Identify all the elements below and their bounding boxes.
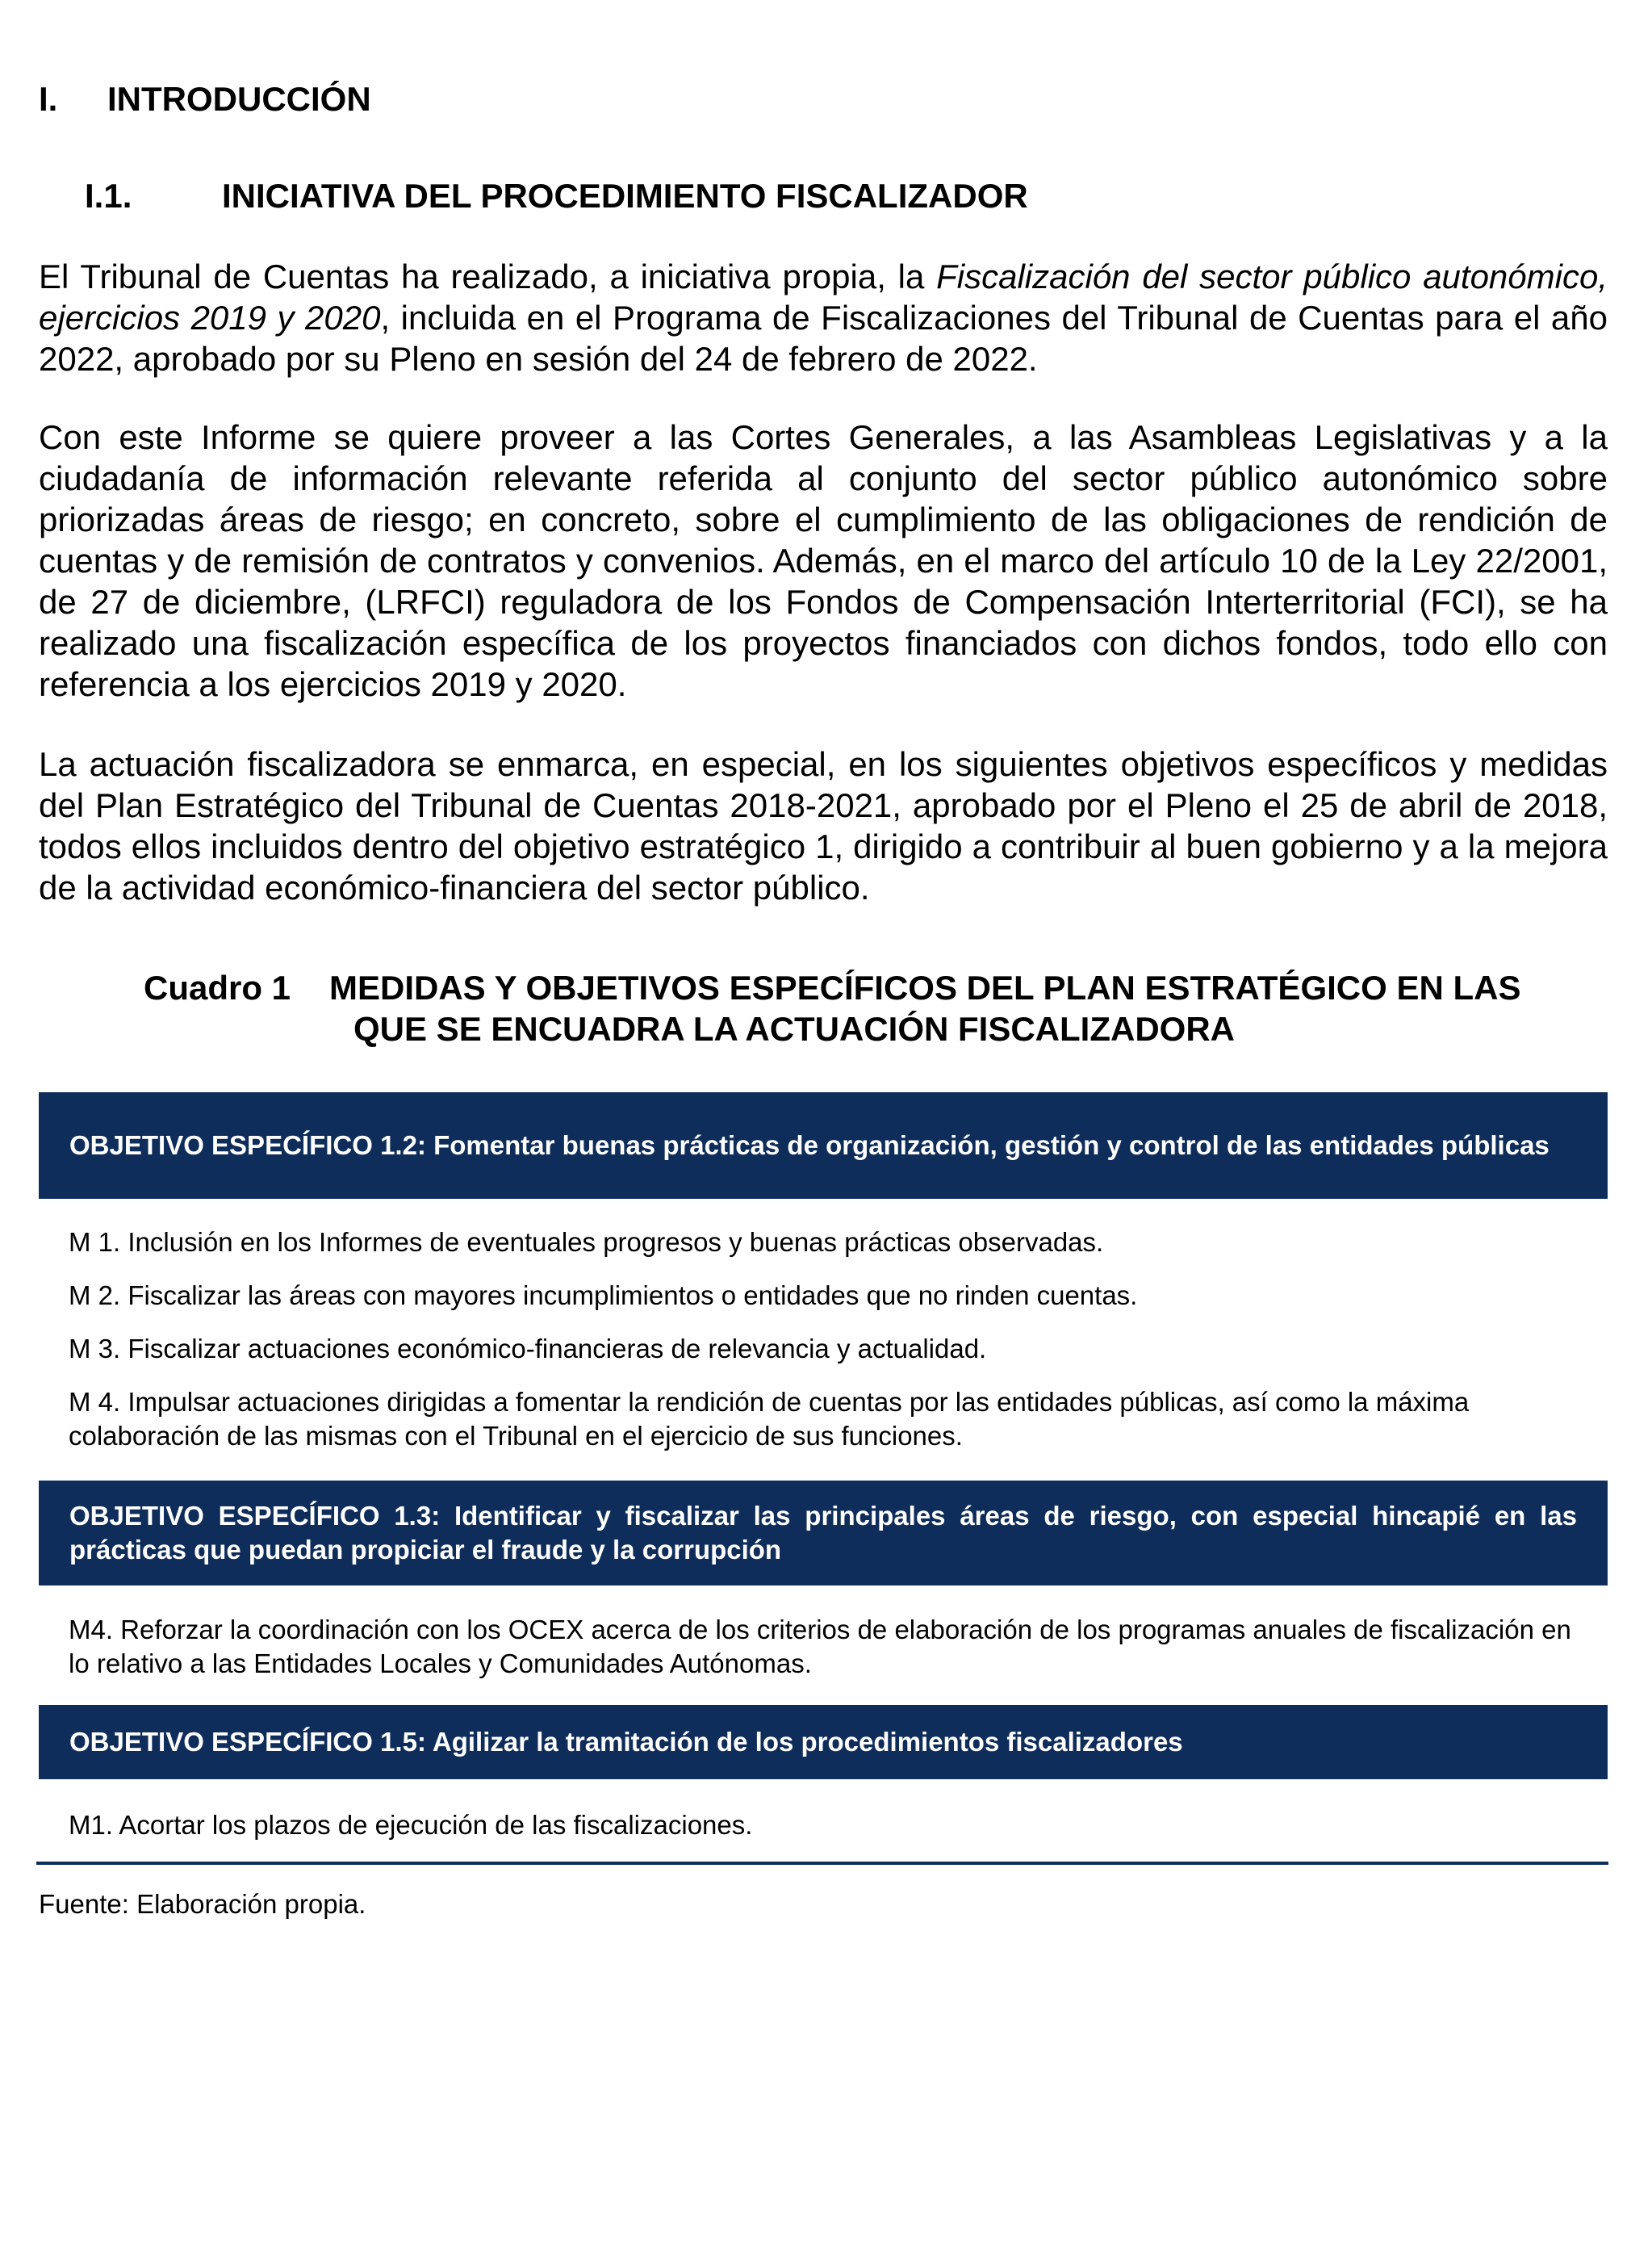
- objective-header-text: OBJETIVO ESPECÍFICO 1.2: Fomentar buenas prácticas de organización, gestión y control de las entidades públicas: [69, 1130, 1550, 1160]
- table-bottom-rule: [36, 1862, 1608, 1865]
- objective-header-1-3: [39, 1481, 1608, 1585]
- paragraph-1: [39, 256, 1608, 379]
- section-title: INTRODUCCIÓN: [107, 80, 371, 118]
- paragraph-2: Con este Informe se quiere proveer a las Cortes Generales, a las Asambleas Legislativas y a la ciudadanía de información relevante referida al conjunto del sector público autonómico sobre priorizadas áreas de riesgo; en concreto, sobre el cumplimiento de las obligaciones de rendición de cuentas y de remisión de contratos y convenios. Además, en el marco del artículo 10 de la Ley 22/2001, de 27 de diciembre, (LRFCI) reguladora de los Fondos de Compensación Interterritorial (FCI), se ha realizado una fiscalización específica de los proyectos financiados con dichos fondos, todo ello con referencia a los ejercicios 2019 y 2020.: [39, 418, 1608, 703]
- paragraph-1-before: El Tribunal de Cuentas ha realizado, a iniciativa propia, la: [39, 258, 937, 295]
- measure-item: M 1. Inclusión en los Informes de eventuales progresos y buenas prácticas observadas.: [69, 1227, 1104, 1257]
- paragraph-3: La actuación fiscalizadora se enmarca, en especial, en los siguientes objetivos específicos y medidas del Plan Estratégico del Tribunal de Cuentas 2018-2021, aprobado por el Pleno el 25 de abril de 2018, todos ellos incluidos dentro del objetivo estratégico 1, dirigido a contribuir al buen gobierno y a la mejora de la actividad económico-financiera del sector público.: [39, 745, 1608, 907]
- table-source-note: Fuente: Elaboración propia.: [39, 1889, 366, 1919]
- section-number: I.: [39, 80, 58, 118]
- table-label: Cuadro 1: [144, 969, 291, 1007]
- paragraph-1-italic-title: Fiscalización del sector público autonómico, ejercicios 2019 y 2020: [39, 258, 1608, 337]
- table-caption: [144, 967, 1612, 1049]
- measure-item: M 3. Fiscalizar actuaciones económico-financieras de relevancia y actualidad.: [69, 1334, 987, 1363]
- objective-header-text: OBJETIVO ESPECÍFICO 1.3: Identificar y fiscalizar las principales áreas de riesgo, con especial hincapié en las prácticas que puedan propiciar el fraude y la corrupción: [69, 1501, 1577, 1565]
- subsection-number: I.1.: [85, 177, 132, 215]
- measure-item: M1. Acortar los plazos de ejecución de las fiscalizaciones.: [69, 1810, 753, 1840]
- subsection-title: INICIATIVA DEL PROCEDIMIENTO FISCALIZADOR: [222, 177, 1028, 215]
- subsection-heading: [85, 176, 1028, 216]
- measure-item: M 2. Fiscalizar las áreas con mayores incumplimientos o entidades que no rinden cuentas.: [69, 1280, 1138, 1310]
- paragraph-1-after: , incluida en el Programa de Fiscalizaciones del Tribunal de Cuentas para el año 2022, aprobado por su Pleno en sesión del 24 de febrero de 2022.: [39, 299, 1608, 378]
- objective-header-text: OBJETIVO ESPECÍFICO 1.5: Agilizar la tramitación de los procedimientos fiscalizadores: [69, 1727, 1183, 1757]
- objective-header-1-5: [39, 1705, 1608, 1779]
- measure-item: M 4. Impulsar actuaciones dirigidas a fomentar la rendición de cuentas por las entidades públicas, así como la máxima colaboración de las mismas con el Tribunal en el ejercicio de sus funciones.: [69, 1387, 1470, 1451]
- table-title-line-2: QUE SE ENCUADRA LA ACTUACIÓN FISCALIZADORA: [353, 1010, 1235, 1048]
- table-title-line-1: MEDIDAS Y OBJETIVOS ESPECÍFICOS DEL PLAN ESTRATÉGICO EN LAS: [329, 969, 1521, 1007]
- measure-item: M4. Reforzar la coordinación con los OCEX acerca de los criterios de elaboración de los programas anuales de fiscalización en lo relativo a las Entidades Locales y Comunidades Autónomas.: [69, 1615, 1571, 1678]
- section-heading: [39, 79, 371, 119]
- objective-header-1-2: [39, 1092, 1608, 1199]
